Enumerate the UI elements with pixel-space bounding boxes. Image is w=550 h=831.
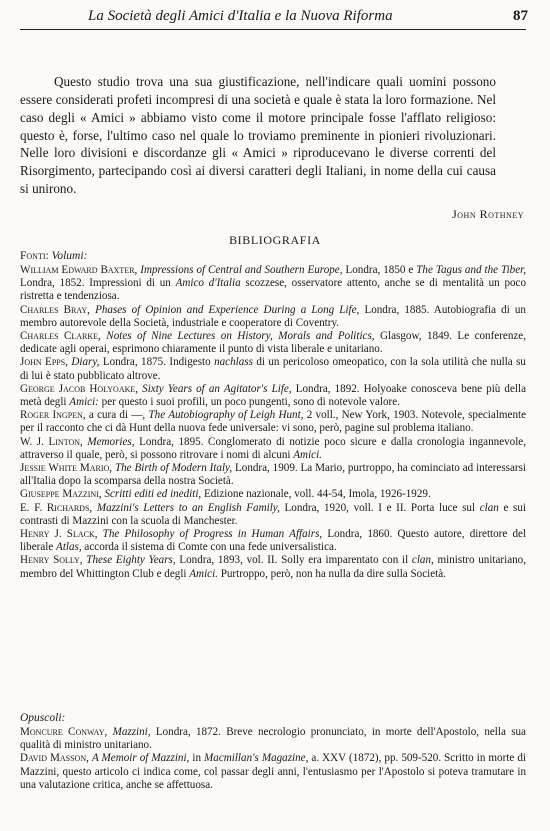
entry-author: Charles Clarke, bbox=[20, 330, 101, 343]
entry-title: clan bbox=[479, 501, 499, 514]
entry-title: Impressions of Central and Southern Europe, bbox=[140, 264, 343, 276]
entry-title: Amici: bbox=[69, 396, 99, 409]
opuscoli-list bbox=[20, 726, 526, 792]
entry-title: The Tagus and the Tiber, bbox=[416, 264, 526, 276]
entry-title: Scritti editi ed inediti, bbox=[104, 488, 202, 501]
entry-title: Phases of Opinion and Experience During a Long Life, bbox=[95, 303, 360, 316]
entry-author: Henry Solly, bbox=[20, 554, 83, 567]
entry-text: in bbox=[192, 752, 201, 765]
bibliography-entry bbox=[20, 304, 526, 330]
entry-text: accorda il sistema di Comte con una fede universalistica. bbox=[84, 541, 337, 554]
entry-text: 2 voll., New York, 1903. Notevole, specialmente per il racconto che ci dà Hunt della nuova fede universale: vi sono, però, pagine sul problema italiano. bbox=[20, 409, 527, 435]
entry-author: Henry J. Slack, bbox=[20, 528, 98, 541]
entry-author: William Edward Baxter, bbox=[20, 264, 138, 276]
entry-text: Londra, 1893, vol. II. Solly era imparentato con il bbox=[179, 554, 409, 567]
entry-author: E. F. Richards, bbox=[20, 501, 93, 514]
entry-title: The Autobiography of Leigh Hunt, bbox=[148, 409, 304, 422]
entry-text: Londra, 1892. Holyoake conosceva bene più della metà degli bbox=[20, 382, 526, 409]
entry-title: Memories, bbox=[87, 435, 135, 448]
entry-title: Mazzini's Letters to an English Family, bbox=[96, 501, 280, 514]
entry-title: The Birth of Modern Italy, bbox=[114, 462, 233, 475]
entry-title: clan, bbox=[411, 554, 434, 567]
bibliography-entry bbox=[20, 264, 526, 304]
entry-text: Purtroppo, però, non ha nulla da dire sulla Società. bbox=[220, 567, 446, 580]
entry-title: Atlas, bbox=[56, 541, 82, 554]
header-rule bbox=[20, 29, 526, 30]
entry-title: Notes of Nine Lectures on History, Morals and Politics, bbox=[106, 330, 375, 343]
entry-title: Amici. bbox=[293, 448, 322, 461]
bibliography-entry bbox=[20, 462, 526, 488]
body-paragraph: Questo studio trova una sua giustificazione, nell'indicare quali uomini possono essere considerati profeti incompresi di una società e quale è stata la loro formazione. Nel caso degli « Amici » abbiamo visto come il motore principale fosse l'afflato religioso: questo è, forse, l'ultimo caso nel quale lo troviamo preminente in pionieri rivoluzionari. Nelle loro divisioni e discordanze gli « Amici » riproducevano le diverse correnti del Risorgimento, partecipando così ai diversi caratteri degli Italiani, in nome della cui causa si unirono. bbox=[20, 74, 496, 196]
entry-title: Macmillan's Magazine, bbox=[204, 752, 309, 765]
entry-title: Sixty Years of an Agitator's Life, bbox=[142, 382, 292, 395]
opuscoli-label: Opuscoli: bbox=[20, 712, 66, 724]
entry-author: Jessie White Mario, bbox=[20, 462, 113, 475]
bibliography-entry bbox=[20, 330, 526, 356]
bibliography-entry bbox=[20, 752, 526, 792]
entry-text: ministro unitariano, membro del Whittington Club e degli bbox=[20, 554, 526, 580]
entry-text: Londra, 1852. Impressioni di un bbox=[20, 277, 171, 290]
entry-author: Giuseppe Mazzini, bbox=[20, 488, 102, 501]
entry-text: Londra, 1872. Breve necrologio pronunciato, in morte dell'Apostolo, nella sua qualità di ministro unitariano. bbox=[20, 726, 526, 752]
entry-text: Londra, 1895. Conglomerato di notizie poco sicure e dalla cronologia ingannevole, attraverso il quale, però, si possono ritrovare i nomi di alcuni bbox=[20, 435, 526, 461]
entry-title: These Eighty Years, bbox=[86, 554, 176, 567]
entry-text: di un pericoloso omeopatico, con la sola utilità che nulla su di lui è stato pubblicato altrove. bbox=[20, 356, 526, 382]
entry-author: John Epps, bbox=[20, 356, 68, 369]
bibliography-entry bbox=[20, 554, 526, 580]
page-number: 87 bbox=[513, 8, 528, 24]
bibliography-entry bbox=[20, 726, 526, 752]
running-title: La Società degli Amici d'Italia e la Nuova Riforma bbox=[88, 8, 393, 24]
entry-text: Londra, 1860. Questo autore, direttore del liberale bbox=[20, 528, 526, 554]
entry-text: Glasgow, 1849. Le conferenze, dedicate agli operai, esprimono chiaramente il punto di vista liberale e unitariano. bbox=[20, 330, 527, 356]
entry-text: scozzese, osservatore attento, anche se di mentalità un poco ristretta e tendenziosa. bbox=[20, 277, 527, 303]
bibliography-entry bbox=[20, 356, 526, 382]
entry-author: George Jacob Holyoake, bbox=[20, 382, 139, 395]
entry-title: Amici. bbox=[189, 567, 218, 580]
entry-text: a. XXV (1872), pp. 509-520. Scritto in morte di Mazzini, questo articolo ci indica come, col passar degli anni, l'entusiasmo per l'Apostolo si poteva tramutare in una valutazione critica, anche se affettuosa. bbox=[20, 752, 526, 791]
fonti-volumi-label bbox=[20, 250, 87, 262]
entry-title: Amico d'Italia bbox=[175, 277, 241, 290]
bibliography-entry bbox=[20, 383, 526, 409]
entry-author: David Masson, bbox=[20, 752, 89, 765]
entry-author: Charles Bray, bbox=[20, 303, 90, 316]
entry-text: Londra, 1885. Autobiografia di un membro autorevole della Società, industriale e cooperatore di Coventry. bbox=[20, 303, 526, 329]
bibliography-entry bbox=[20, 436, 526, 462]
running-header bbox=[88, 8, 528, 25]
entry-title: Diary, bbox=[71, 356, 100, 369]
volumi-list bbox=[20, 264, 526, 581]
bibliography-entry bbox=[20, 502, 526, 528]
entry-text: per questo i suoi profili, un poco pungenti, sono di notevole valore. bbox=[101, 396, 400, 409]
entry-author: Roger Ingpen, bbox=[20, 409, 86, 422]
entry-text: Londra, 1909. La Mario, purtroppo, ha cominciato ad interessarsi all'Italia dopo la scomparsa della nostra Società. bbox=[20, 462, 526, 488]
author-signature: John Rothney bbox=[452, 207, 524, 221]
bibliography-title: BIBLIOGRAFIA bbox=[229, 233, 321, 247]
entry-title: nachlass bbox=[214, 356, 253, 369]
bibliography-entry bbox=[20, 409, 526, 435]
entry-title: A Memoir of Mazzini, bbox=[91, 752, 190, 765]
entry-text: Londra, 1850 e bbox=[345, 264, 414, 276]
entry-text: Londra, 1875. Indigesto bbox=[102, 356, 211, 369]
entry-text: Edizione nazionale, voll. 44-54, Imola, 1926-1929. bbox=[203, 488, 431, 501]
entry-title: The Philosophy of Progress in Human Affairs, bbox=[102, 528, 323, 541]
entry-text: e sui contrasti di Mazzini con la scuola di Manchester. bbox=[20, 501, 526, 527]
fonti-label: Fonti: bbox=[20, 250, 49, 262]
bibliography-entry bbox=[20, 528, 526, 554]
volumi-label: Volumi: bbox=[51, 250, 88, 262]
bibliography-entry bbox=[20, 488, 526, 501]
entry-title: Mazzini, bbox=[112, 726, 151, 738]
entry-text: a cura di —, bbox=[88, 409, 146, 422]
entry-text: Londra, 1920, voll. I e II. Porta luce sul bbox=[284, 501, 476, 514]
entry-author: Moncure Conway, bbox=[20, 726, 108, 738]
entry-author: W. J. Linton, bbox=[20, 435, 83, 448]
